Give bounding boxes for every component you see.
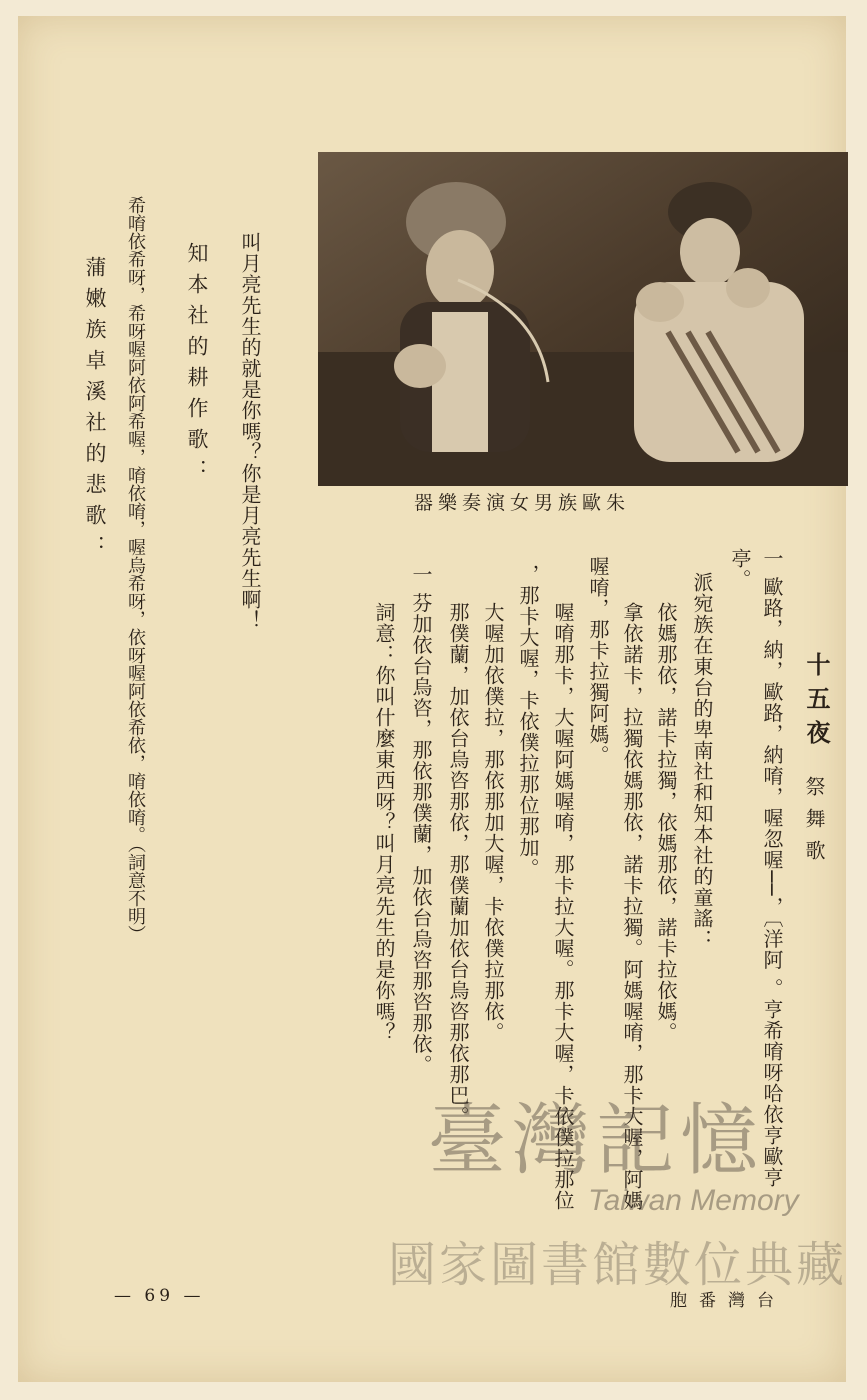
text-column: 那僕蘭，加依台烏咨那依，那僕蘭加依台烏咨那依那巴。 xyxy=(446,602,470,1127)
text-column: ，那卡大喔，卡依僕拉那位那加。 xyxy=(516,564,540,879)
section-title: 十五夜 xyxy=(802,652,831,754)
page-number: — 69 — xyxy=(114,1286,205,1306)
text-column: 大喔加依僕拉，那依那加大喔，卡依僕拉那依。 xyxy=(481,602,505,1043)
running-footer: 胞番灣台 xyxy=(670,1291,786,1311)
text-column: 拿依諾卡，拉獨依媽那依，諾卡拉獨。阿媽喔唷，那卡大喔，阿媽 xyxy=(620,602,644,1211)
watermark-chinese: 臺灣記憶 xyxy=(428,1096,765,1186)
photo-image xyxy=(318,152,848,486)
text-column: 依媽那依，諾卡拉獨，依媽那依，諾卡拉依媽。 xyxy=(654,602,678,1043)
song-title: 蒲嫩族卓溪社的悲歌： xyxy=(83,256,107,566)
photo-caption: 器樂奏演女男族歐朱 xyxy=(414,492,631,514)
text-column: 詞意：你叫什麼東西呀？叫月亮先生的是你嗎？ xyxy=(372,602,396,1043)
watermark-library: 國家圖書館數位典藏 xyxy=(388,1237,848,1293)
text-column: 叫月亮先生的就是你嗎？你是月亮先生啊！ xyxy=(238,232,262,631)
song-title: 知本社的耕作歌： xyxy=(185,242,209,490)
text-column: 亭。 xyxy=(728,548,752,590)
book-page xyxy=(18,16,846,1382)
text-column: 希唷依希呀，希呀喔阿依阿希喔，唷依唷，喔烏希呀，依呀喔阿依希依，唷依唷。（詞意不明） xyxy=(125,196,146,943)
section-subtitle: 祭舞歌 xyxy=(802,776,826,872)
text-column: 喔唷那卡，大喔阿媽喔唷，那卡拉大喔。那卡大喔，卡依僕拉那位 xyxy=(551,602,575,1211)
text-column: 喔唷，那卡拉獨阿媽。 xyxy=(586,556,610,766)
text-column: 一 歐路，納，歐路，納唷，喔忽喔──，〔洋阿 。亨希唷呀哈依亨歐亨 xyxy=(760,548,784,1188)
watermark-english: Taiwan Memory xyxy=(588,1184,799,1217)
text-column: 一 芬加依台烏咨，那依那僕蘭，加依台烏咨那咨那依。 xyxy=(409,564,433,1076)
text-column: 派宛族在東台的卑南社和知本社的童謠： xyxy=(690,572,714,950)
photograph xyxy=(318,152,848,486)
